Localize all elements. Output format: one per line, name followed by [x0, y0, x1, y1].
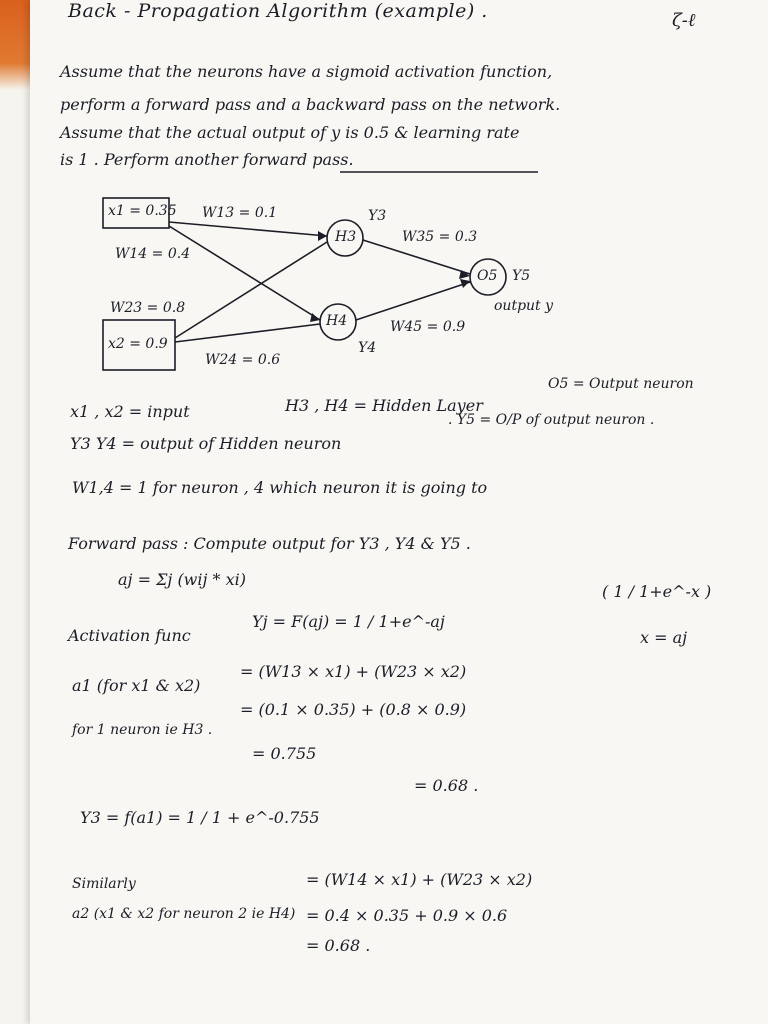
a2-numbers: = 0.4 × 0.35 + 0.9 × 0.6	[306, 906, 508, 925]
h3-label: H3	[335, 229, 357, 245]
a1-result: = 0.755	[252, 744, 317, 763]
corner-mark: ζ-ℓ	[672, 10, 696, 31]
legend-o5: O5 = Output neuron	[548, 376, 694, 392]
sigmoid-box: ( 1 / 1+e^-x )	[602, 582, 712, 601]
legend-y34: Y3 Y4 = output of Hidden neuron	[70, 434, 342, 453]
legend-hidden: H3 , H4 = Hidden Layer	[285, 396, 483, 415]
edge-h4-o5	[356, 282, 470, 320]
w13-label: W13 = 0.1	[202, 205, 278, 221]
page-title: Back - Propagation Algorithm (example) .	[68, 0, 488, 22]
activation-label: Activation func	[68, 626, 191, 645]
x-equals-aj: x = aj	[640, 628, 688, 647]
edge-x1-h3	[169, 222, 327, 236]
a2-label: a2 (x1 & x2 for neuron 2 ie H4)	[72, 906, 296, 922]
w35-label: W35 = 0.3	[402, 229, 478, 245]
intro-line-4: is 1 . Perform another forward pass.	[60, 150, 354, 169]
a2-equation: = (W14 × x1) + (W23 × x2)	[306, 870, 533, 889]
h4-label: H4	[326, 313, 348, 329]
similarly-label: Similarly	[72, 876, 136, 892]
legend-w14: W1,4 = 1 for neuron , 4 which neuron it is going to	[72, 478, 488, 497]
yj-formula: Yj = F(aj) = 1 / 1+e^-aj	[252, 612, 445, 631]
a1-numbers: = (0.1 × 0.35) + (0.8 × 0.9)	[240, 700, 467, 719]
y4-label: Y4	[358, 340, 377, 356]
a2-result: = 0.68 .	[306, 936, 371, 955]
intro-line-2: perform a forward pass and a backward pass on the network.	[60, 95, 561, 114]
y3-result: = 0.68 .	[414, 776, 479, 795]
edge-h3-o5	[363, 240, 470, 274]
output-y-label: output y	[494, 298, 554, 314]
y5-label: Y5	[512, 268, 531, 284]
a1-label: a1 (for x1 & x2)	[72, 676, 201, 695]
x2-label: x2 = 0.9	[108, 336, 168, 352]
w24-label: W24 = 0.6	[205, 352, 281, 368]
y3-equation: Y3 = f(a1) = 1 / 1 + e^-0.755	[80, 808, 320, 827]
intro-line-3: Assume that the actual output of y is 0.5 & learning rate	[60, 123, 520, 142]
arrowhead-o5-bottom	[460, 279, 470, 288]
y3-label: Y3	[368, 208, 387, 224]
a1-equation: = (W13 × x1) + (W23 × x2)	[240, 662, 467, 681]
aj-formula: aj = Σj (wij * xi)	[118, 570, 247, 589]
for-neuron-label: for 1 neuron ie H3 .	[72, 722, 213, 738]
w14-label: W14 = 0.4	[115, 246, 191, 262]
edge-x2-h3	[175, 242, 327, 338]
edge-x2-h4	[175, 324, 320, 342]
o5-label: O5	[477, 268, 498, 284]
w45-label: W45 = 0.9	[390, 319, 466, 335]
legend-y5: . Y5 = O/P of output neuron .	[448, 412, 655, 428]
edge-x1-h4	[169, 226, 320, 320]
intro-line-1: Assume that the neurons have a sigmoid activation function,	[60, 62, 553, 81]
legend-inputs: x1 , x2 = input	[70, 402, 190, 421]
forward-heading: Forward pass : Compute output for Y3 , Y4 & Y5 .	[68, 534, 471, 553]
w23-label: W23 = 0.8	[110, 300, 186, 316]
arrowhead-h3	[318, 231, 327, 241]
x1-label: x1 = 0.35	[108, 203, 177, 219]
